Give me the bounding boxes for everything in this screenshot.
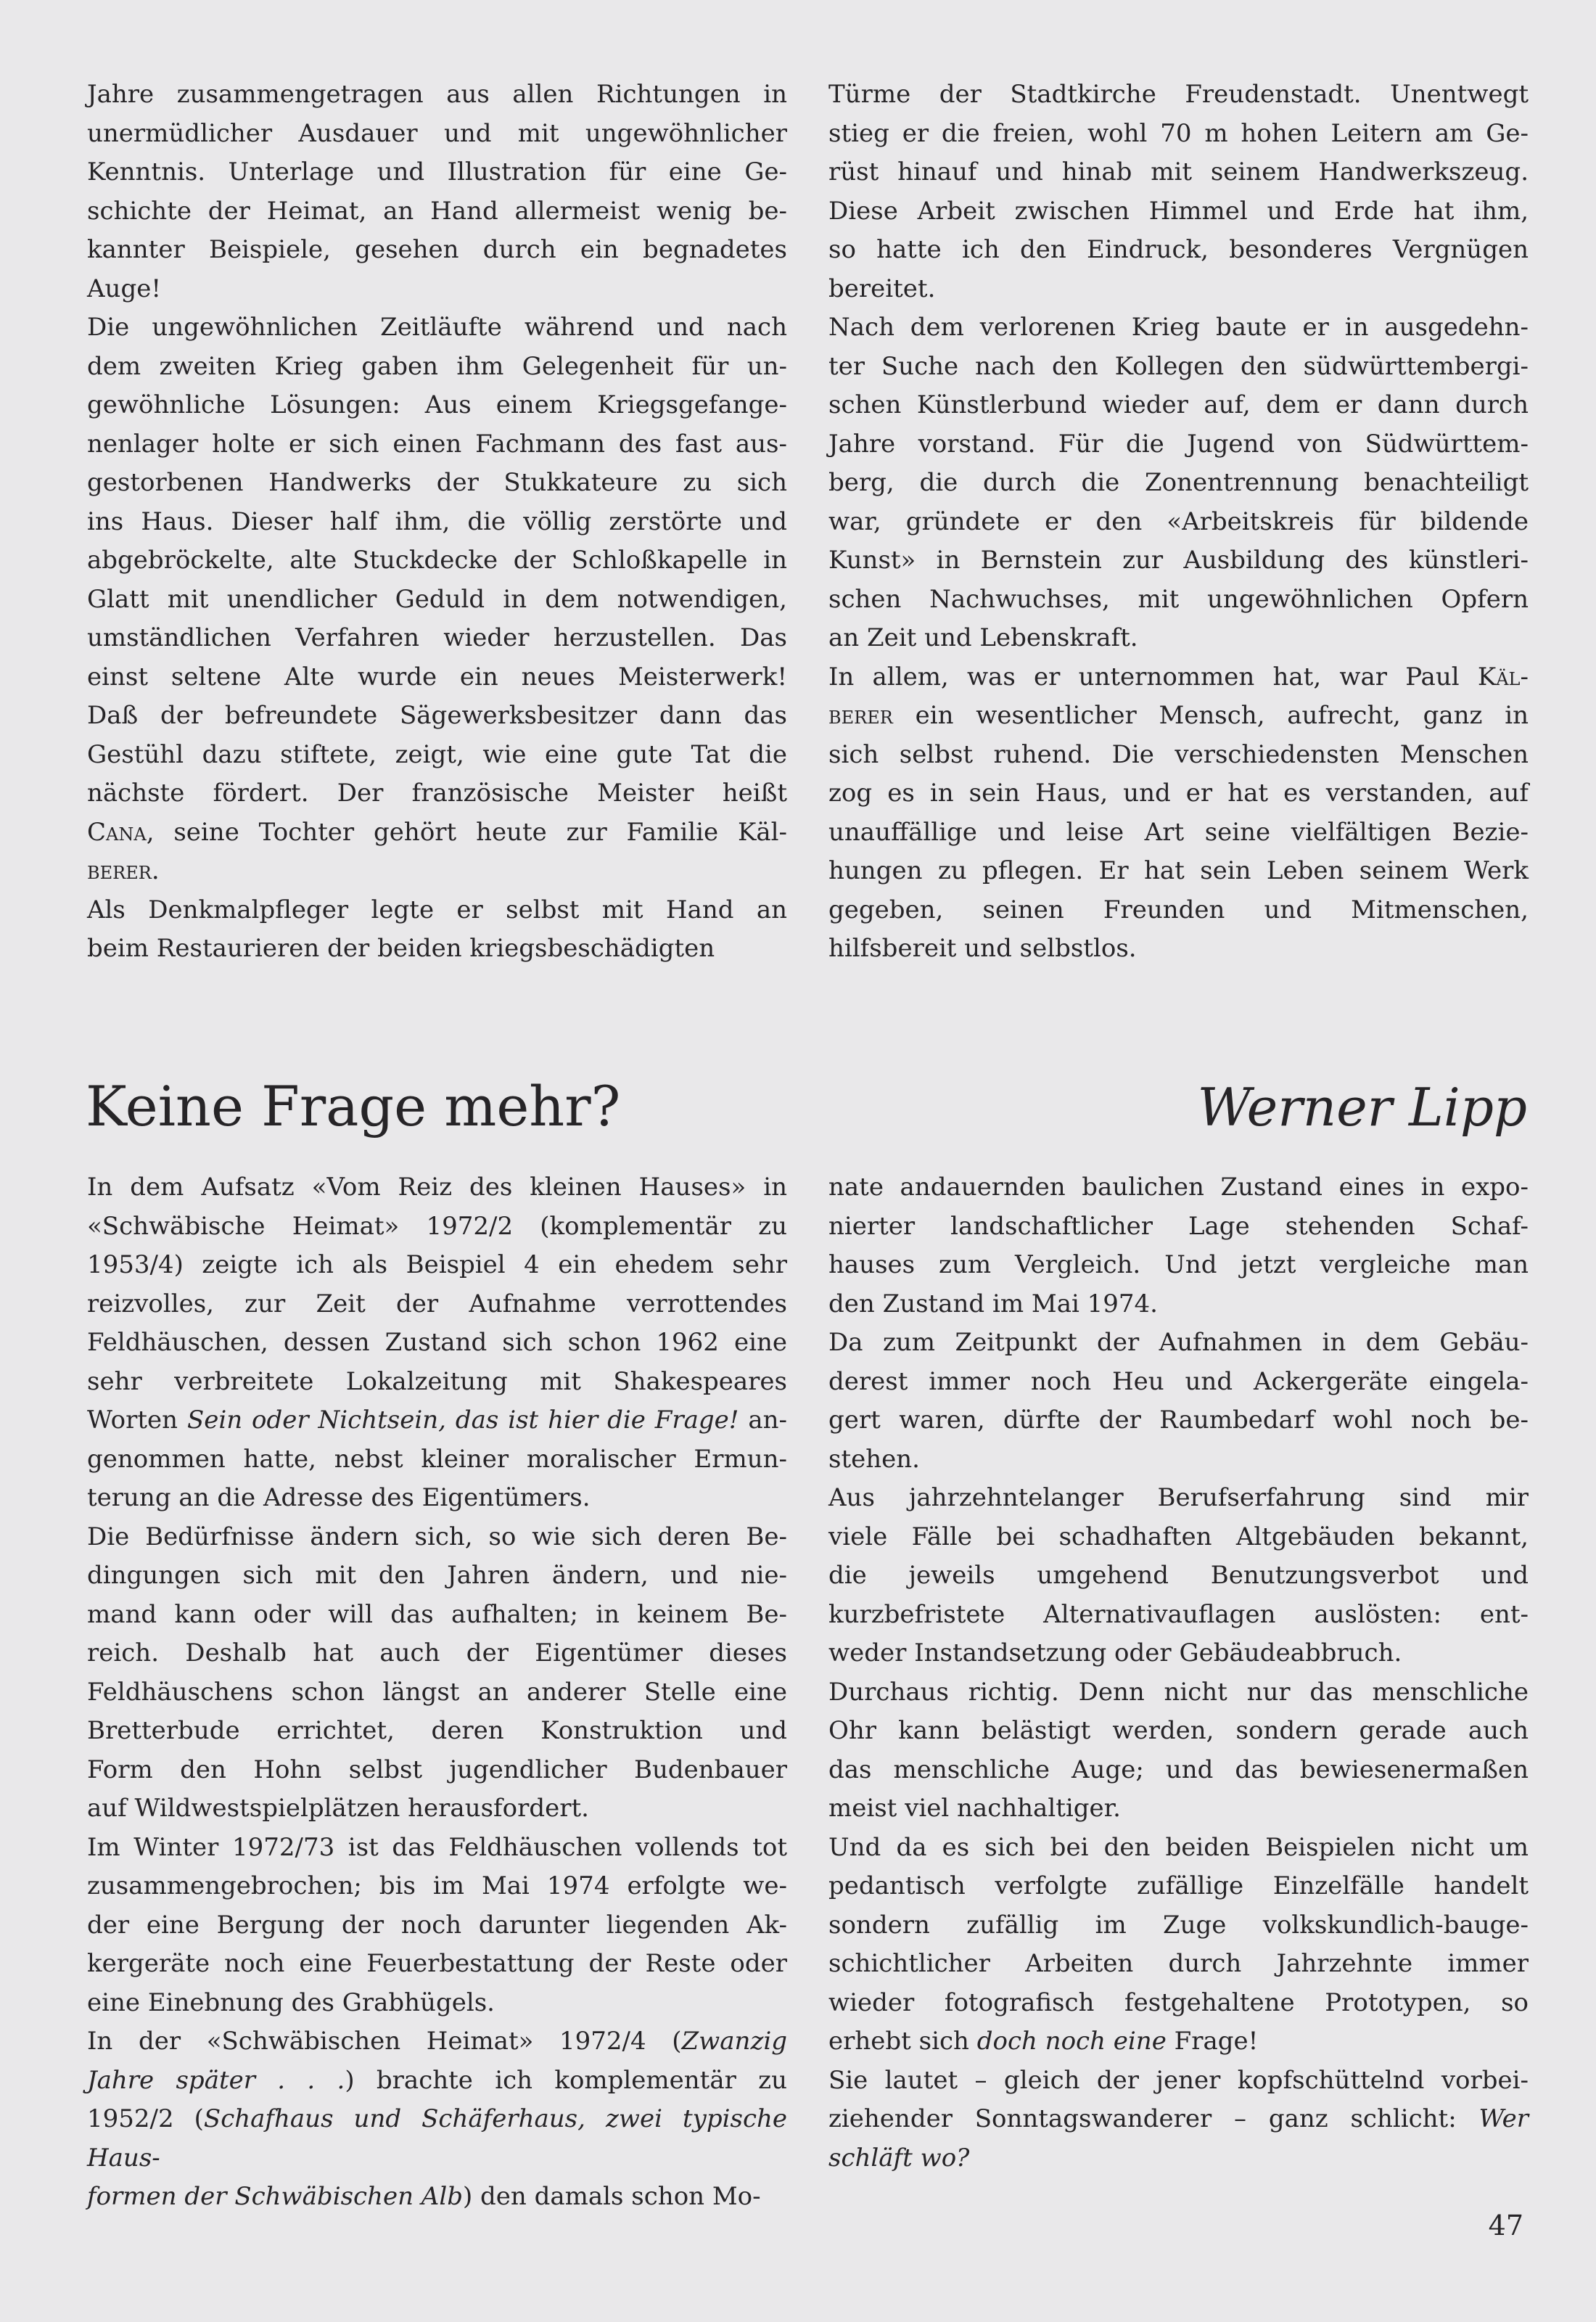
text-line: abgebröckelte, alte Stuckdecke der Schloßkapelle in — [87, 546, 787, 575]
text-line: derest immer noch Heu und Ackergeräte eingela- — [828, 1366, 1529, 1396]
text-line: beim Restaurieren der beiden kriegsbeschädigten — [87, 934, 715, 963]
text-line: gert waren, dürfte der Raumbedarf wohl noch be- — [828, 1406, 1529, 1435]
text-line: Da zum Zeitpunkt der Aufnahmen in dem Gebäu- — [828, 1328, 1529, 1357]
text-line: stieg er die freien, wohl 70 m hohen Leitern am Ge- — [828, 118, 1529, 148]
column-top-left — [87, 75, 787, 969]
paragraph — [828, 1829, 1529, 2062]
text-line: kergeräte noch eine Feuerbestattung der Reste oder — [87, 1949, 787, 1978]
text-line: Gestühl dazu stiftete, zeigt, wie eine gute Tat die — [87, 739, 787, 769]
text-line: wieder fotografisch festgehaltene Prototypen, so — [828, 1987, 1529, 2017]
text-line: hilfsbereit und selbstlos. — [828, 934, 1137, 963]
text-line: unermüdlicher Ausdauer und mit ungewöhnlicher — [87, 118, 787, 148]
text-line: sondern zufällig im Zuge volkskundlich-bauge- — [828, 1910, 1529, 1940]
text-line: nate andauernden baulichen Zustand eines in expo- — [828, 1173, 1529, 1202]
text-line: erhebt sich doch noch eine Frage! — [828, 2027, 1259, 2056]
paragraph — [87, 1829, 787, 2023]
text-line: der eine Bergung der noch darunter liegenden Ak- — [87, 1910, 787, 1940]
text-line: 1953/4) zeigte ich als Beispiel 4 ein ehedem sehr — [87, 1250, 787, 1279]
text-line: 1952/2 (Schafhaus und Schäferhaus, zwei typische Haus- — [87, 2104, 788, 2173]
text-line: das menschliche Auge; und das bewiesenermaßen — [828, 1755, 1529, 1784]
text-line: Kenntnis. Unterlage und Illustration für eine Ge- — [87, 157, 787, 186]
text-line: In der «Schwäbischen Heimat» 1972/4 (Zwanzig — [87, 2027, 787, 2056]
text-line: Im Winter 1972/73 ist das Feldhäuschen vollends tot — [87, 1832, 787, 1862]
text-line: Türme der Stadtkirche Freudenstadt. Unentwegt — [828, 80, 1529, 109]
text-line: so hatte ich den Eindruck, besonderes Vergnügen — [828, 235, 1529, 264]
text-line: zusammengebrochen; bis im Mai 1974 erfolgte we- — [87, 1871, 787, 1900]
text-line: nenlager holte er sich einen Fachmann des fast aus- — [87, 429, 787, 459]
text-line: Aus jahrzehntelanger Berufserfahrung sind mir — [828, 1483, 1529, 1512]
text-line: unauffällige und leise Art seine vielfältigen Bezie- — [828, 817, 1529, 847]
text-line: Daß der befreundete Sägewerksbesitzer dann das — [87, 701, 787, 730]
text-line: kannter Beispiele, gesehen durch ein begnadetes — [87, 235, 787, 264]
text-line: dem zweiten Krieg gaben ihm Gelegenheit für un- — [87, 351, 787, 381]
paragraph — [87, 2022, 787, 2217]
text-line: Durchaus richtig. Denn nicht nur das menschliche — [828, 1677, 1529, 1707]
paragraph — [828, 308, 1529, 658]
text-line: Jahre zusammengetragen aus allen Richtungen in — [87, 80, 787, 109]
text-line: Sie lautet – gleich der jener kopfschüttelnd vorbei- — [828, 2065, 1529, 2095]
text-line: rüst hinauf und hinab mit seinem Handwerkszeug. — [828, 157, 1529, 186]
text-line: gegeben, seinen Freunden und Mitmenschen, — [828, 895, 1529, 924]
paragraph — [828, 1673, 1529, 1829]
text-line: sich selbst ruhend. Die verschiedensten Menschen — [828, 739, 1529, 769]
text-line: schen Nachwuchses, mit ungewöhnlichen Opfern — [828, 584, 1529, 614]
paragraph — [828, 2062, 1529, 2178]
text-line: dingungen sich mit den Jahren ändern, und nie- — [87, 1561, 787, 1590]
text-line: Kunst» in Bernstein zur Ausbildung des künstleri- — [828, 546, 1529, 575]
text-line: formen der Schwäbischen Alb) den damals schon Mo- — [87, 2182, 761, 2211]
text-line: schichte der Heimat, an Hand allermeist wenig be- — [87, 196, 787, 226]
text-line: «Schwäbische Heimat» 1972/2 (komplementär zu — [87, 1211, 787, 1241]
text-line: Jahre später . . .) brachte ich komplementär zu — [87, 2065, 787, 2095]
text-line: den Zustand im Mai 1974. — [828, 1289, 1158, 1318]
text-line: schen Künstlerbund wieder auf, dem er dann durch — [828, 390, 1529, 419]
article-heading: Keine Frage mehr? — [86, 1074, 621, 1139]
text-line: Nach dem verlorenen Krieg baute er in ausgedehn- — [828, 313, 1529, 342]
column-top-right — [828, 75, 1529, 969]
text-line: nierter landschaftlicher Lage stehenden Schaf- — [828, 1211, 1529, 1241]
text-line: berer. — [87, 856, 160, 885]
article-author: Werner Lipp — [1197, 1077, 1527, 1138]
text-line: berer ein wesentlicher Mensch, aufrecht, ganz in — [828, 701, 1529, 730]
text-line: schichtlicher Arbeiten durch Jahrzehnte immer — [828, 1949, 1529, 1978]
text-line: schläft wo? — [828, 2143, 970, 2173]
text-line: terung an die Adresse des Eigentümers. — [87, 1483, 591, 1512]
paragraph — [828, 75, 1529, 308]
text-line: zog es in sein Haus, und er hat es verstanden, auf — [828, 779, 1529, 808]
text-line: Ohr kann belästigt werden, sondern gerade auch — [828, 1716, 1529, 1745]
text-line: Als Denkmalpfleger legte er selbst mit Hand an — [87, 895, 787, 924]
text-line: pedantisch verfolgte zufällige Einzelfälle handelt — [828, 1871, 1529, 1900]
text-line: einst seltene Alte wurde ein neues Meisterwerk! — [87, 662, 787, 692]
paragraph — [828, 1168, 1529, 1324]
text-line: kurzbefristete Alternativauflagen auslösten: ent- — [828, 1599, 1529, 1629]
paragraph — [87, 308, 787, 891]
text-line: Und da es sich bei den beiden Beispielen nicht um — [828, 1832, 1529, 1862]
text-line: meist viel nachhaltiger. — [828, 1794, 1121, 1823]
text-line: ins Haus. Dieser half ihm, die völlig zerstörte und — [87, 506, 787, 536]
paragraph — [828, 1479, 1529, 1673]
text-line: stehen. — [828, 1444, 920, 1474]
text-line: war, gründete er den «Arbeitskreis für bildende — [828, 506, 1529, 536]
text-line: sehr verbreitete Lokalzeitung mit Shakespeares — [87, 1366, 787, 1396]
text-line: ziehender Sonntagswanderer – ganz schlicht: Wer — [828, 2104, 1529, 2133]
column-bottom-left — [87, 1168, 787, 2217]
text-line: In allem, was er unternommen hat, war Paul Käl- — [828, 662, 1529, 692]
text-line: Feldhäuschens schon längst an anderer Stelle eine — [87, 1677, 787, 1707]
text-line: Glatt mit unendlicher Geduld in dem notwendigen, — [87, 584, 787, 614]
text-line: Cana, seine Tochter gehört heute zur Familie Käl- — [87, 817, 787, 847]
text-line: In dem Aufsatz «Vom Reiz des kleinen Hauses» in — [87, 1173, 787, 1202]
text-line: viele Fälle bei schadhaften Altgebäuden bekannt, — [828, 1522, 1529, 1551]
text-line: auf Wildwestspielplätzen herausfordert. — [87, 1794, 589, 1823]
text-line: reich. Deshalb hat auch der Eigentümer dieses — [87, 1638, 787, 1667]
text-line: Bretterbude errichtet, deren Konstruktion und — [87, 1716, 787, 1745]
text-line: Form den Hohn selbst jugendlicher Budenbauer — [87, 1755, 787, 1784]
text-line: ter Suche nach den Kollegen den südwürttembergi- — [828, 351, 1529, 381]
page-number: 47 — [1488, 2210, 1523, 2241]
text-line: mand kann oder will das aufhalten; in keinem Be- — [87, 1599, 787, 1629]
column-bottom-right — [828, 1168, 1529, 2178]
text-line: bereitet. — [828, 274, 936, 303]
text-line: weder Instandsetzung oder Gebäudeabbruch. — [828, 1638, 1402, 1667]
text-line: Diese Arbeit zwischen Himmel und Erde hat ihm, — [828, 196, 1529, 226]
text-line: umständlichen Verfahren wieder herzustellen. Das — [87, 623, 787, 652]
text-line: Jahre vorstand. Für die Jugend von Südwürttem- — [828, 429, 1529, 459]
text-line: hungen zu pflegen. Er hat sein Leben seinem Werk — [828, 856, 1529, 885]
paragraph — [828, 658, 1529, 969]
text-line: Die ungewöhnlichen Zeitläufte während und nach — [87, 313, 787, 342]
text-line: hauses zum Vergleich. Und jetzt vergleiche man — [828, 1250, 1529, 1279]
text-line: gestorbenen Handwerks der Stukkateure zu sich — [87, 468, 787, 497]
text-line: Auge! — [87, 274, 161, 303]
text-line: Die Bedürfnisse ändern sich, so wie sich deren Be- — [87, 1522, 787, 1551]
paragraph — [87, 1168, 787, 1518]
paragraph — [87, 75, 787, 308]
text-line: an Zeit und Lebenskraft. — [828, 623, 1138, 652]
paragraph — [87, 1518, 787, 1829]
paragraph — [828, 1324, 1529, 1479]
text-line: genommen hatte, nebst kleiner moralischer Ermun- — [87, 1444, 787, 1474]
paragraph — [87, 891, 787, 969]
text-line: Feldhäuschen, dessen Zustand sich schon 1962 eine — [87, 1328, 787, 1357]
text-line: nächste fördert. Der französische Meister heißt — [87, 779, 787, 808]
text-line: die jeweils umgehend Benutzungsverbot und — [828, 1561, 1529, 1590]
text-line: Worten Sein oder Nichtsein, das ist hier die Frage! an- — [87, 1406, 788, 1435]
text-line: berg, die durch die Zonentrennung benachteiligt — [828, 468, 1529, 497]
text-line: reizvolles, zur Zeit der Aufnahme verrottendes — [87, 1289, 787, 1318]
text-line: gewöhnliche Lösungen: Aus einem Kriegsgefange- — [87, 390, 787, 419]
text-line: eine Einebnung des Grabhügels. — [87, 1987, 495, 2017]
